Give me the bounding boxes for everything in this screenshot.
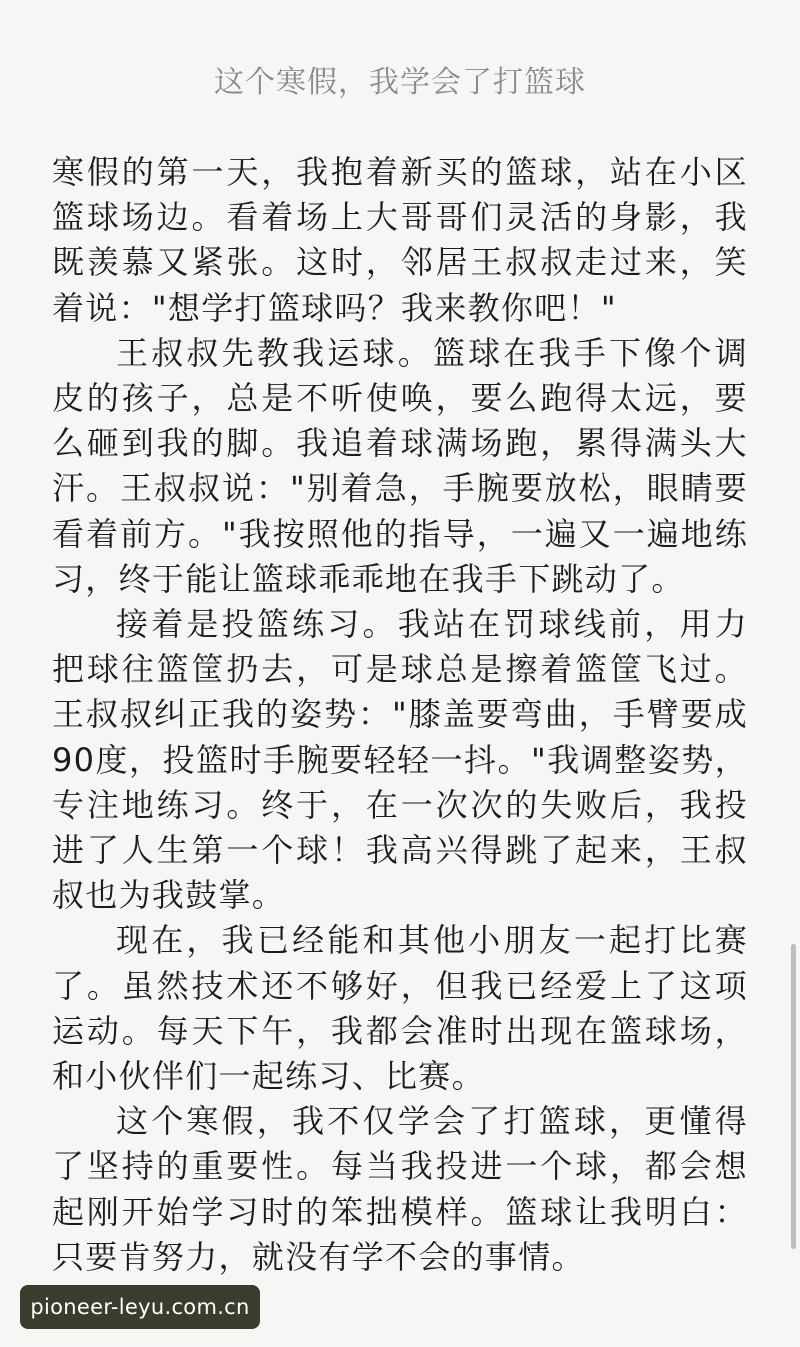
article-body — [52, 150, 748, 1280]
article-title: 这个寒假，我学会了打篮球 — [214, 65, 586, 100]
paragraph-3: 接着是投篮练习。我站在罚球线前，用力把球往篮筐扔去，可是球总是擦着篮筐飞过。王叔叔纠正我的姿势："膝盖要弯曲，手臂要成90度，投篮时手腕要轻轻一抖。"我调整姿势，专注地练习。终于，在一次次的失败后，我投进了人生第一个球！我高兴得跳了起来，王叔叔也为我鼓掌。 — [52, 605, 748, 915]
paragraph-5: 这个寒假，我不仅学会了打篮球，更懂得了坚持的重要性。每当我投进一个球，都会想起刚开始学习时的笨拙模样。篮球让我明白：只要肯努力，就没有学不会的事情。 — [52, 1102, 748, 1276]
watermark-badge: pioneer-leyu.com.cn — [20, 1285, 260, 1329]
paragraph-2: 王叔叔先教我运球。篮球在我手下像个调皮的孩子，总是不听使唤，要么跑得太远，要么砸到我的脚。我追着球满场跑，累得满头大汗。王叔叔说："别着急，手腕要放松，眼睛要看着前方。"我按照他的指导，一遍又一遍地练习，终于能让篮球乖乖地在我手下跳动了。 — [52, 333, 748, 598]
paragraph-1: 寒假的第一天，我抱着新买的篮球，站在小区篮球场边。看着场上大哥哥们灵活的身影，我既羡慕又紧张。这时，邻居王叔叔走过来，笑着说："想学打篮球吗？我来教你吧！" — [52, 153, 748, 327]
scrollbar[interactable] — [791, 944, 796, 1249]
paragraph-4: 现在，我已经能和其他小朋友一起打比赛了。虽然技术还不够好，但我已经爱上了这项运动。每天下午，我都会准时出现在篮球场，和小伙伴们一起练习、比赛。 — [52, 921, 748, 1096]
